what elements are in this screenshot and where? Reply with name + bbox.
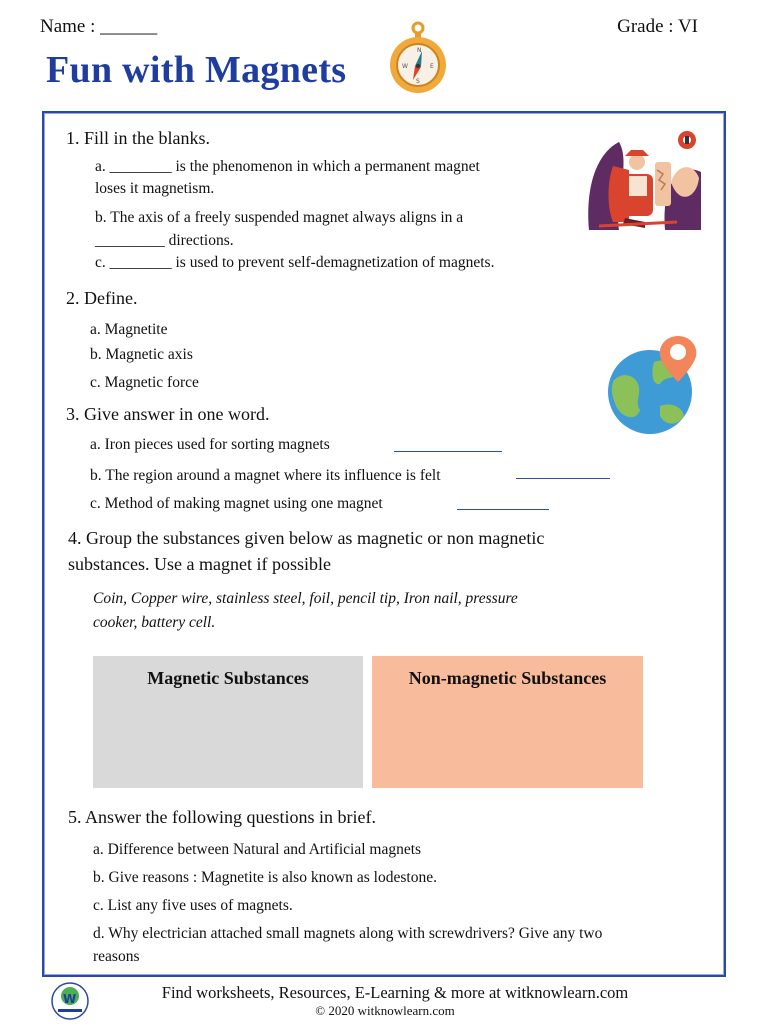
q3-answer-line-c[interactable]: [457, 495, 549, 510]
q1-item-a-line1: a. ________ is the phenomenon in which a permanent magnet: [95, 158, 480, 175]
svg-text:W: W: [402, 63, 408, 70]
question-5-heading: 5. Answer the following questions in brief.: [68, 807, 376, 827]
globe-location-icon: [604, 332, 704, 436]
footer-copyright: © 2020 witknowlearn.com: [315, 1003, 455, 1018]
q1-item-a-line2: loses it magnetism.: [95, 180, 215, 197]
svg-text:N: N: [417, 47, 422, 54]
q3-answer-line-a[interactable]: [394, 437, 502, 452]
question-4-heading-line2: substances. Use a magnet if possible: [68, 554, 331, 574]
q5-item-a: a. Difference between Natural and Artificial magnets: [93, 841, 422, 858]
grade-label: Grade : VI: [617, 16, 698, 37]
q5-item-b: b. Give reasons : Magnetite is also known as lodestone.: [93, 869, 437, 886]
magnetic-substances-box[interactable]: [93, 656, 363, 788]
q4-substances-line2: cooker, battery cell.: [93, 614, 216, 631]
question-3-heading: 3. Give answer in one word.: [66, 404, 270, 424]
question-4-heading-line1: 4. Group the substances given below as magnetic or non magnetic: [68, 528, 545, 548]
q3-item-c: c. Method of making magnet using one magnet: [90, 495, 383, 512]
q3-item-b: b. The region around a magnet where its influence is felt: [90, 467, 441, 484]
q5-item-c: c. List any five uses of magnets.: [93, 897, 293, 914]
q3-item-a: a. Iron pieces used for sorting magnets: [90, 436, 330, 453]
question-1-heading: 1. Fill in the blanks.: [66, 128, 210, 148]
nonmagnetic-substances-title: Non-magnetic Substances: [408, 668, 607, 688]
explorer-illustration: [585, 122, 703, 230]
question-2-heading: 2. Define.: [66, 288, 138, 308]
q1-item-c: c. ________ is used to prevent self-demagnetization of magnets.: [95, 254, 495, 271]
svg-text:E: E: [430, 63, 434, 70]
q2-item-b: b. Magnetic axis: [90, 346, 193, 363]
q2-item-a: a. Magnetite: [90, 321, 168, 338]
q3-answer-line-b[interactable]: [516, 464, 610, 479]
magnetic-substances-title: Magnetic Substances: [147, 668, 309, 688]
q2-item-c: c. Magnetic force: [90, 374, 199, 391]
nonmagnetic-substances-box[interactable]: [372, 656, 643, 788]
q5-item-d-line1: d. Why electrician attached small magnets along with screwdrivers? Give any two: [93, 925, 603, 942]
page-title: Fun with Magnets: [46, 49, 347, 91]
name-field-label: Name : ______: [40, 16, 158, 37]
q5-item-d-line2: reasons: [93, 948, 140, 965]
svg-text:W: W: [63, 992, 77, 1006]
q4-substances-line1: Coin, Copper wire, stainless steel, foil, pencil tip, Iron nail, pressure: [93, 590, 518, 607]
footer-text: Find worksheets, Resources, E-Learning & more at witknowlearn.com: [161, 983, 629, 1002]
q1-item-b-line1: b. The axis of a freely suspended magnet always aligns in a: [95, 209, 464, 226]
q1-item-b-line2: _________ directions.: [95, 232, 234, 249]
compass-icon: [386, 20, 450, 96]
svg-text:S: S: [416, 78, 420, 85]
